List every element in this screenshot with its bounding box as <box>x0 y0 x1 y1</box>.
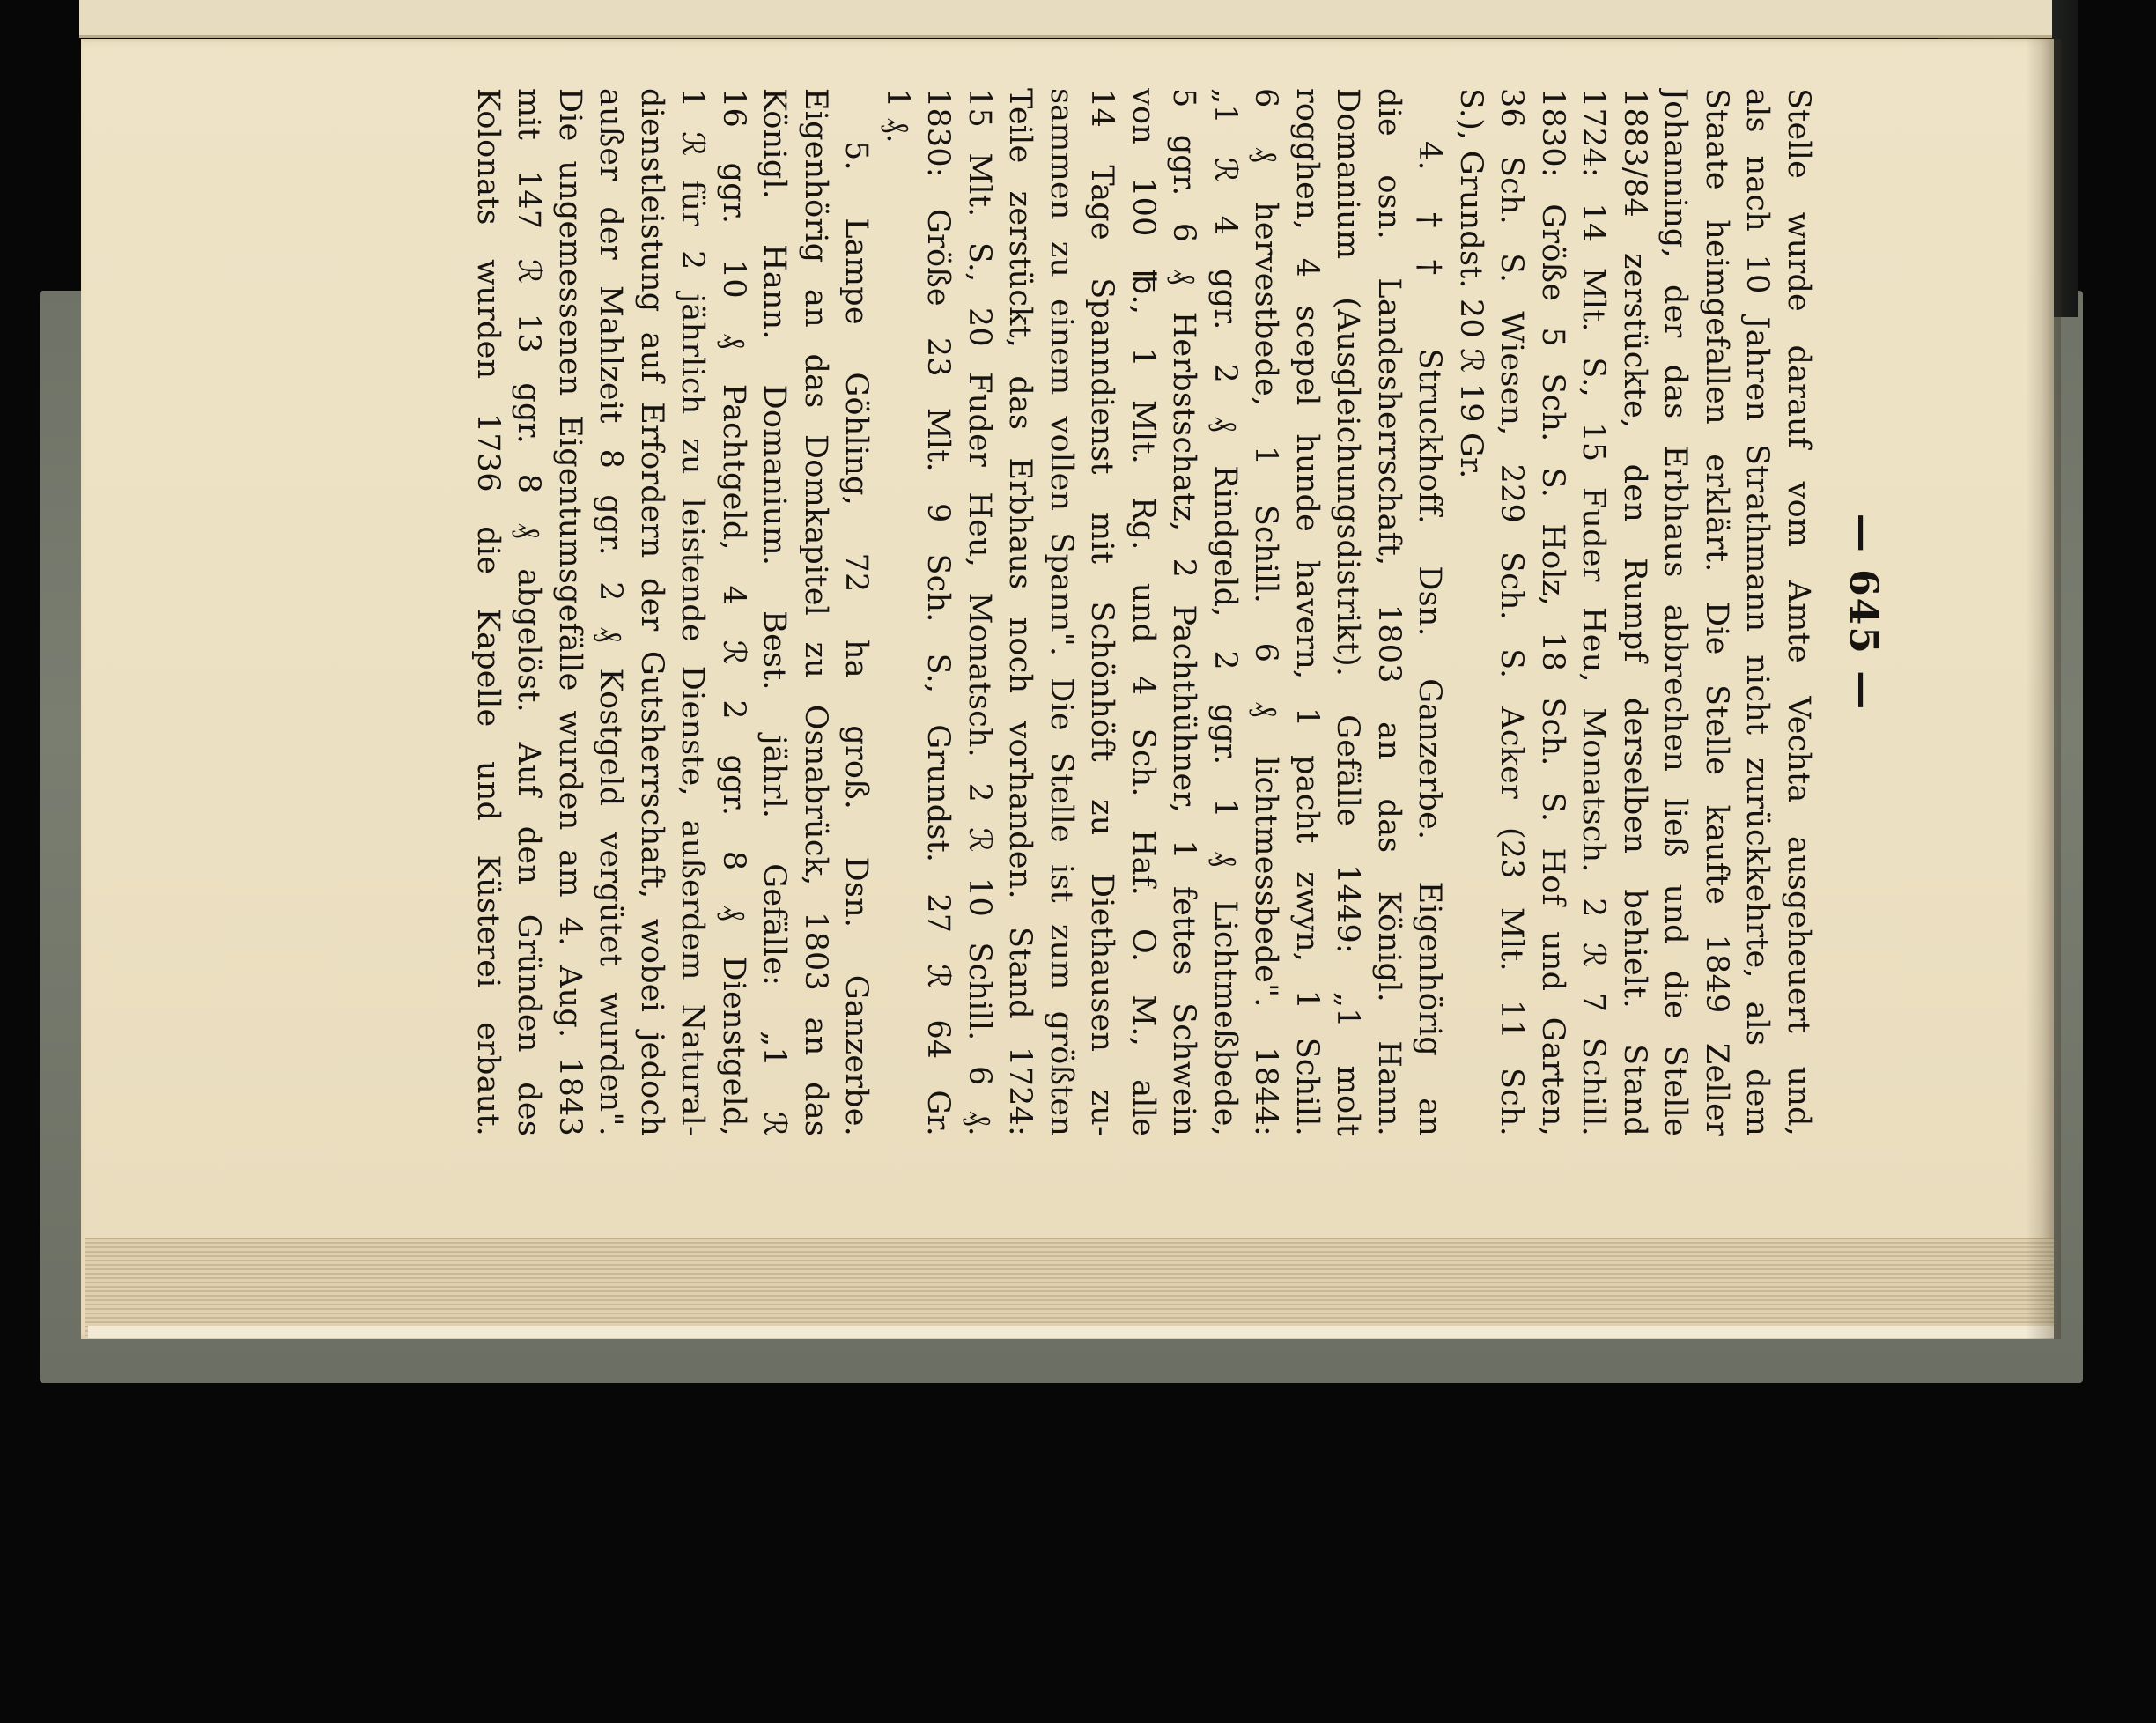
text-line: 36 Sch. S. Wiesen, 229 Sch. S. Acker (23 Mlt. 11 Sch. <box>1494 88 1530 1136</box>
text-line: 6 ₰ hervestbede, 1 Schill. 6 ₰ lichtmessbede". 1844: <box>1248 88 1284 1136</box>
text-line: 1 ℛ für 2 jährlich zu leistende Dienste, außerdem Natural- <box>675 88 711 1136</box>
text-line: Staate heimgefallen erklärt. Die Stelle kaufte 1849 Zeller <box>1699 88 1734 1136</box>
text-line: Stelle wurde darauf vom Amte Vechta ausgeheuert und, <box>1781 88 1816 1136</box>
text-line: 5 ggr. 6 ₰ Herbstschatz, 2 Pachthühner, 1 fettes Schwein <box>1166 88 1202 1136</box>
text-line: rogghen, 4 scepel hunde havern, 1 pacht zwyn, 1 Schill. <box>1289 88 1325 1136</box>
page-number-header: — 645 — <box>1841 513 1886 712</box>
text-line: 16 ggr. 10 ₰ Pachtgeld, 4 ℛ 2 ggr. 8 ₰ Dienstgeld, <box>716 88 751 1136</box>
text-line: 4. †† Struckhoff. Dsn. Ganzerbe. Eigenhörig an <box>1412 141 1448 1136</box>
text-line: S.), Grundst. 20 ℛ 19 Gr. <box>1453 88 1488 479</box>
rotated-text-block <box>470 88 1889 1136</box>
page-stack-bottom <box>88 1326 2054 1338</box>
text-line: Johanning, der das Erbhaus abbrechen ließ und die Stelle <box>1658 88 1694 1136</box>
previous-page-edge <box>79 0 2052 38</box>
text-line: Eigenhörig an das Domkapitel zu Osnabrück, 1803 an das <box>798 88 833 1136</box>
text-line: sammen zu einem vollen Spann". Die Stelle ist zum größten <box>1044 88 1079 1136</box>
text-line: die osn. Landesherrschaft, 1803 an das Königl. Hann. <box>1371 88 1407 1136</box>
text-line: 1830: Größe 23 Mlt. 9 Sch. S., Grundst. 27 ℛ 64 Gr. <box>920 88 956 1136</box>
text-line: 14 Tage Spanndienst mit Schönhöft zu Diethausen zu- <box>1084 88 1120 1136</box>
text-line: außer der Mahlzeit 8 ggr. 2 ₰ Kostgeld vergütet wurden". <box>593 88 629 1136</box>
page-gutter-shadow <box>2026 39 2061 1339</box>
text-line: mit 147 ℛ 13 ggr. 8 ₰ abgelöst. Auf den Gründen des <box>511 88 547 1136</box>
text-line: 1 ₰. <box>880 88 915 144</box>
text-line: 5. Lampe Göhling, 72 ha groß. Dsn. Ganzerbe. <box>838 141 875 1136</box>
text-line: 1883/84 zerstückte, den Rumpf derselben behielt. Stand <box>1617 88 1652 1136</box>
text-line: von 100 ℔., 1 Mlt. Rg. und 4 Sch. Haf. O. M., alle <box>1126 88 1161 1136</box>
text-line: Teile zerstückt, das Erbhaus noch vorhanden. Stand 1724: <box>1002 88 1038 1136</box>
text-line: Die ungemessenen Eigentumsgefälle wurden am 4. Aug. 1843 <box>552 88 587 1136</box>
text-line: dienstleistung auf Erfordern der Gutsherrschaft, wobei jedoch <box>634 88 669 1136</box>
text-line: 1830: Größe 5 Sch. S. Holz, 18 Sch. S. Hof und Garten, <box>1535 88 1570 1136</box>
text-line: als nach 10 Jahren Strathmann nicht zurückkehrte, als dem <box>1739 88 1776 1136</box>
text-line: Königl. Hann. Domanium. Best. jährl. Gefälle: „1 ℛ <box>757 88 793 1136</box>
page-stack-edges <box>85 1238 2054 1336</box>
text-line: Kolonats wurden 1736 die Kapelle und Küsterei erbaut. <box>470 88 506 1136</box>
text-line: 1724: 14 Mlt. S., 15 Fuder Heu, Monatsch. 2 ℛ 7 Schill. <box>1576 88 1612 1136</box>
text-line: 15 Mlt. S., 20 Fuder Heu, Monatsch. 2 ℛ 10 Schill. 6 ₰. <box>962 88 997 1136</box>
text-lines <box>468 88 1820 1136</box>
text-line: „1 ℛ 4 ggr. 2 ₰ Rindgeld, 2 ggr. 1 ₰ Lichtmeßbede, <box>1207 88 1243 1136</box>
text-line: Domanium (Ausgleichungsdistrikt). Gefälle 1449: „1 molt <box>1330 88 1366 1136</box>
